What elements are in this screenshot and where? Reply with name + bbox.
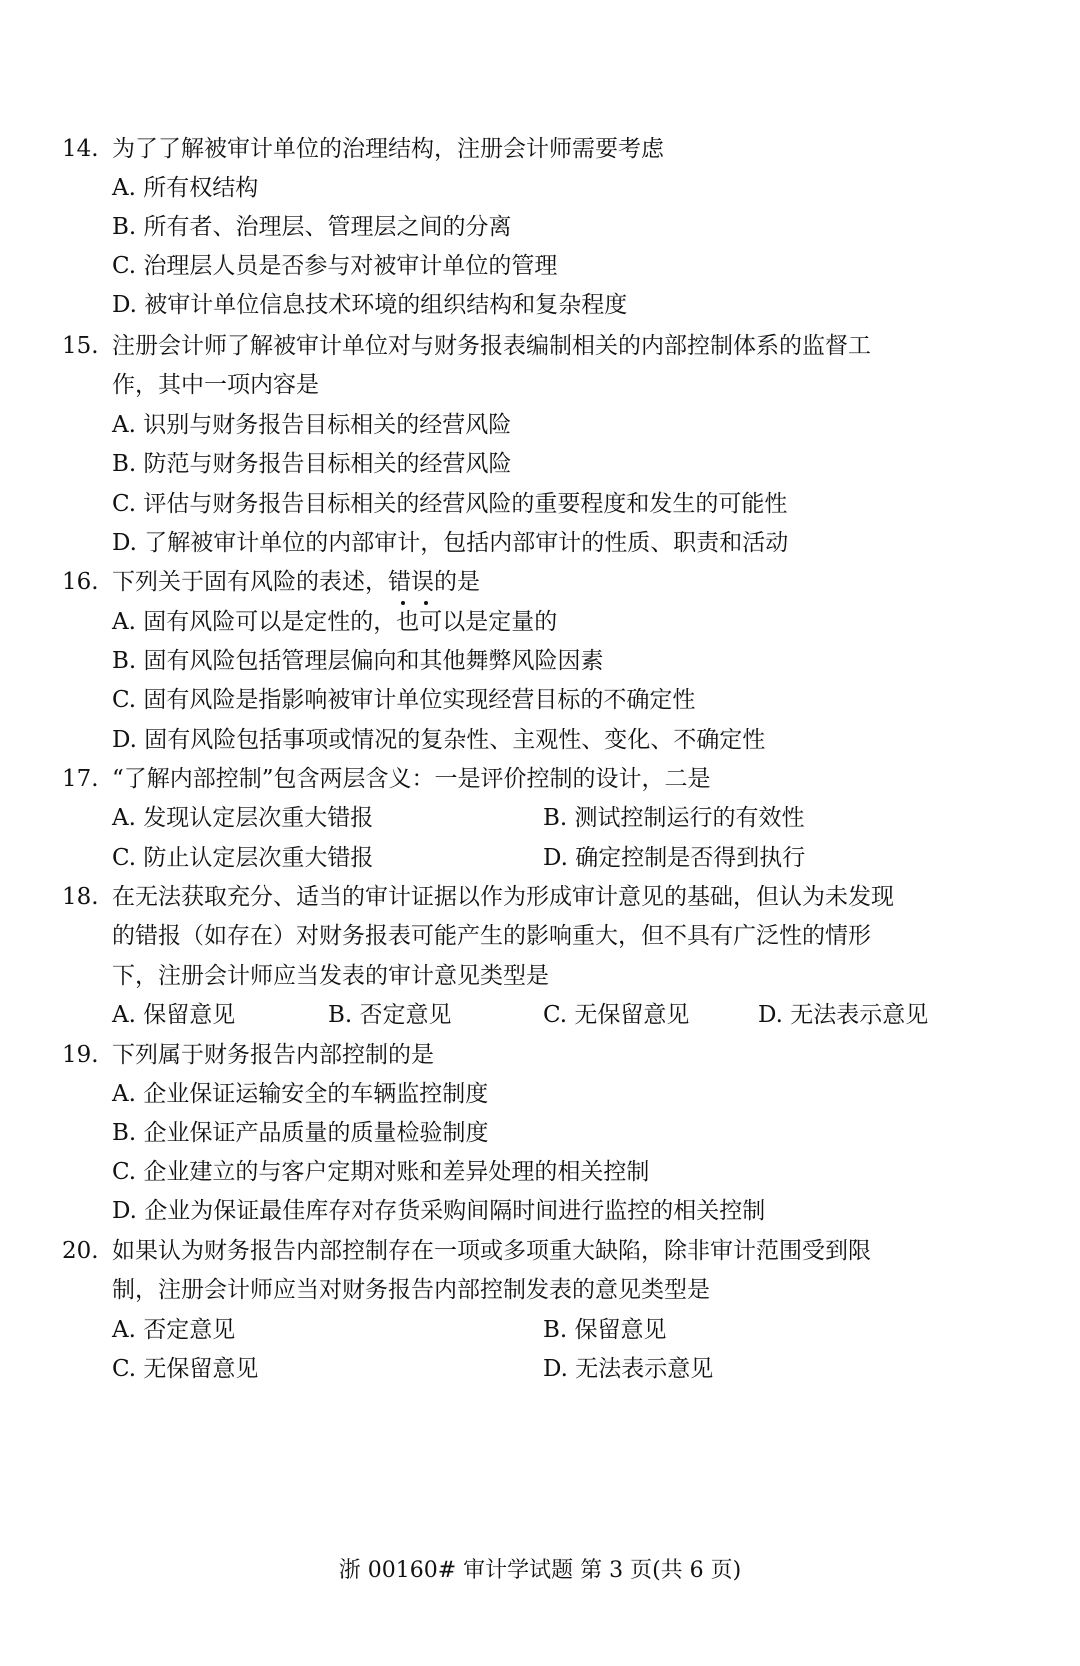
question-16-option-c: C. 固有风险是指影响被审计单位实现经营目标的不确定性 bbox=[112, 687, 696, 713]
question-14-option-b: B. 所有者、治理层、管理层之间的分离 bbox=[112, 214, 512, 240]
question-16-stem-before: 下列关于固有风险的表述， bbox=[112, 569, 388, 595]
question-20-option-c: C. 无保留意见 bbox=[112, 1356, 259, 1382]
question-18-stem-line-2: 的错报（如存在）对财务报表可能产生的影响重大，但不具有广泛性的情形 bbox=[112, 923, 871, 949]
question-16-stem-after: 的是 bbox=[434, 569, 480, 595]
question-16-number: 16. bbox=[62, 569, 99, 595]
question-17-stem: “了解内部控制”包含两层含义：一是评价控制的设计，二是 bbox=[112, 766, 711, 792]
question-18-option-b: B. 否定意见 bbox=[328, 1002, 452, 1028]
question-20-option-b: B. 保留意见 bbox=[543, 1317, 667, 1343]
question-16-option-b: B. 固有风险包括管理层偏向和其他舞弊风险因素 bbox=[112, 648, 604, 674]
page-footer: 浙 00160# 审计学试题 第 3 页(共 6 页) bbox=[338, 1558, 742, 1583]
question-14-option-c: C. 治理层人员是否参与对被审计单位的管理 bbox=[112, 253, 558, 279]
question-16-stem-emphasis: 错误 bbox=[388, 569, 434, 595]
question-17-option-b: B. 测试控制运行的有效性 bbox=[543, 805, 805, 831]
question-18-number: 18. bbox=[62, 884, 99, 910]
question-20-option-d: D. 无法表示意见 bbox=[543, 1356, 714, 1382]
question-15-stem-line-1: 注册会计师了解被审计单位对与财务报表编制相关的内部控制体系的监督工 bbox=[112, 333, 871, 359]
question-19-number: 19. bbox=[62, 1042, 99, 1068]
question-17-option-d: D. 确定控制是否得到执行 bbox=[543, 845, 806, 871]
question-18-option-d: D. 无法表示意见 bbox=[758, 1002, 929, 1028]
question-15-option-c: C. 评估与财务报告目标相关的经营风险的重要程度和发生的可能性 bbox=[112, 491, 788, 517]
question-18-option-c: C. 无保留意见 bbox=[543, 1002, 690, 1028]
question-20-number: 20. bbox=[62, 1238, 99, 1264]
question-15-option-a: A. 识别与财务报告目标相关的经营风险 bbox=[112, 412, 512, 438]
question-19-option-d: D. 企业为保证最佳库存对存货采购间隔时间进行监控的相关控制 bbox=[112, 1198, 766, 1224]
question-14-option-a: A. 所有权结构 bbox=[112, 175, 259, 201]
emphasis-dot bbox=[401, 601, 405, 605]
question-15-number: 15. bbox=[62, 333, 99, 359]
question-16-option-a: A. 固有风险可以是定性的，也可以是定量的 bbox=[112, 609, 558, 635]
question-14-option-d: D. 被审计单位信息技术环境的组织结构和复杂程度 bbox=[112, 292, 628, 318]
question-16-option-d: D. 固有风险包括事项或情况的复杂性、主观性、变化、不确定性 bbox=[112, 727, 766, 753]
question-19-option-b: B. 企业保证产品质量的质量检验制度 bbox=[112, 1120, 489, 1146]
question-14-stem: 为了了解被审计单位的治理结构，注册会计师需要考虑 bbox=[112, 136, 664, 162]
question-19-stem: 下列属于财务报告内部控制的是 bbox=[112, 1042, 434, 1068]
question-19-option-a: A. 企业保证运输安全的车辆监控制度 bbox=[112, 1081, 489, 1107]
question-17-number: 17. bbox=[62, 766, 99, 792]
emphasis-dot bbox=[424, 601, 428, 605]
question-20-option-a: A. 否定意见 bbox=[112, 1317, 236, 1343]
question-20-stem-line-2: 制，注册会计师应当对财务报告内部控制发表的意见类型是 bbox=[112, 1277, 710, 1303]
question-15-stem-line-2: 作，其中一项内容是 bbox=[112, 372, 319, 398]
question-15-option-b: B. 防范与财务报告目标相关的经营风险 bbox=[112, 451, 512, 477]
question-17-option-c: C. 防止认定层次重大错报 bbox=[112, 845, 374, 871]
question-14-number: 14. bbox=[62, 136, 99, 162]
question-18-option-a: A. 保留意见 bbox=[112, 1002, 236, 1028]
question-18-stem-line-3: 下，注册会计师应当发表的审计意见类型是 bbox=[112, 963, 549, 989]
question-16-stem bbox=[112, 567, 480, 597]
question-17-option-a: A. 发现认定层次重大错报 bbox=[112, 805, 374, 831]
question-20-stem-line-1: 如果认为财务报告内部控制存在一项或多项重大缺陷，除非审计范围受到限 bbox=[112, 1238, 871, 1264]
question-15-option-d: D. 了解被审计单位的内部审计，包括内部审计的性质、职责和活动 bbox=[112, 530, 789, 556]
question-18-stem-line-1: 在无法获取充分、适当的审计证据以作为形成审计意见的基础，但认为未发现 bbox=[112, 884, 894, 910]
question-19-option-c: C. 企业建立的与客户定期对账和差异处理的相关控制 bbox=[112, 1159, 650, 1185]
